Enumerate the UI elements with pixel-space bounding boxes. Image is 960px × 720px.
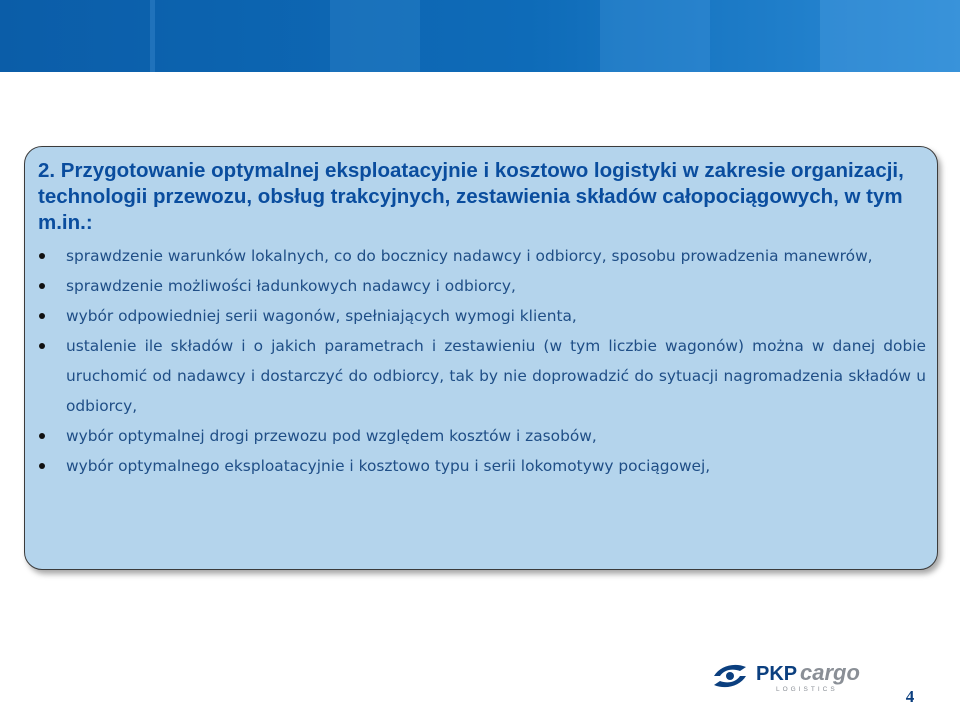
bullet-item (38, 421, 926, 451)
bullet-item (38, 241, 926, 271)
bullet-item (38, 451, 926, 481)
bullet-item (38, 301, 926, 331)
logo-pkp-text: PKP (756, 663, 798, 685)
bullet-text: sprawdzenie warunków lokalnych, co do bocznicy nadawcy i odbiorcy, sposobu prowadzenia manewrów, (66, 247, 873, 265)
bullet-dot-icon (39, 433, 45, 439)
logo-tagline-text: LOGISTICS (776, 686, 838, 693)
pkp-cargo-logo (712, 658, 892, 694)
pkp-cargo-logo-mark (712, 658, 892, 694)
slide-heading: 2. Przygotowanie optymalnej eksploatacyjnie i kosztowo logistyki w zakresie organizacji, technologii przewozu, obsług trakcyjnych, zestawienia składów całopociągowych, w tym m.in.: (38, 159, 904, 234)
logo-cargo-text: cargo (800, 660, 860, 685)
bullet-dot-icon (39, 313, 45, 319)
bullet-dot-icon (39, 283, 45, 289)
banner-stripe (600, 0, 710, 72)
bullet-text: wybór optymalnego eksploatacyjnie i kosztowo typu i serii lokomotywy pociągowej, (66, 457, 711, 475)
bullet-dot-icon (39, 463, 45, 469)
bullet-item (38, 331, 926, 421)
page-number: 4 (905, 687, 915, 706)
bullet-dot-icon (39, 343, 45, 349)
bullet-text: sprawdzenie możliwości ładunkowych nadawcy i odbiorcy, (66, 277, 516, 295)
bullet-dot-icon (39, 253, 45, 259)
logo-arrows-icon (714, 665, 746, 687)
bullet-text: ustalenie ile składów i o jakich parametrach i zestawieniu (w tym liczbie wagonów) można w danej dobie uruchomić od nadawcy i dostarczyć do odbiorcy, tak by nie doprowadzić do sytuacji nagromadzenia składów u odbiorcy, (66, 337, 926, 415)
top-banner (0, 0, 960, 72)
banner-stripe (330, 0, 420, 72)
banner-stripe (820, 0, 960, 72)
bullet-item (38, 271, 926, 301)
bullet-text: wybór optymalnej drogi przewozu pod względem kosztów i zasobów, (66, 427, 597, 445)
banner-stripe (150, 0, 155, 72)
bullet-text: wybór odpowiedniej serii wagonów, spełniających wymogi klienta, (66, 307, 577, 325)
bullet-list (38, 241, 926, 481)
